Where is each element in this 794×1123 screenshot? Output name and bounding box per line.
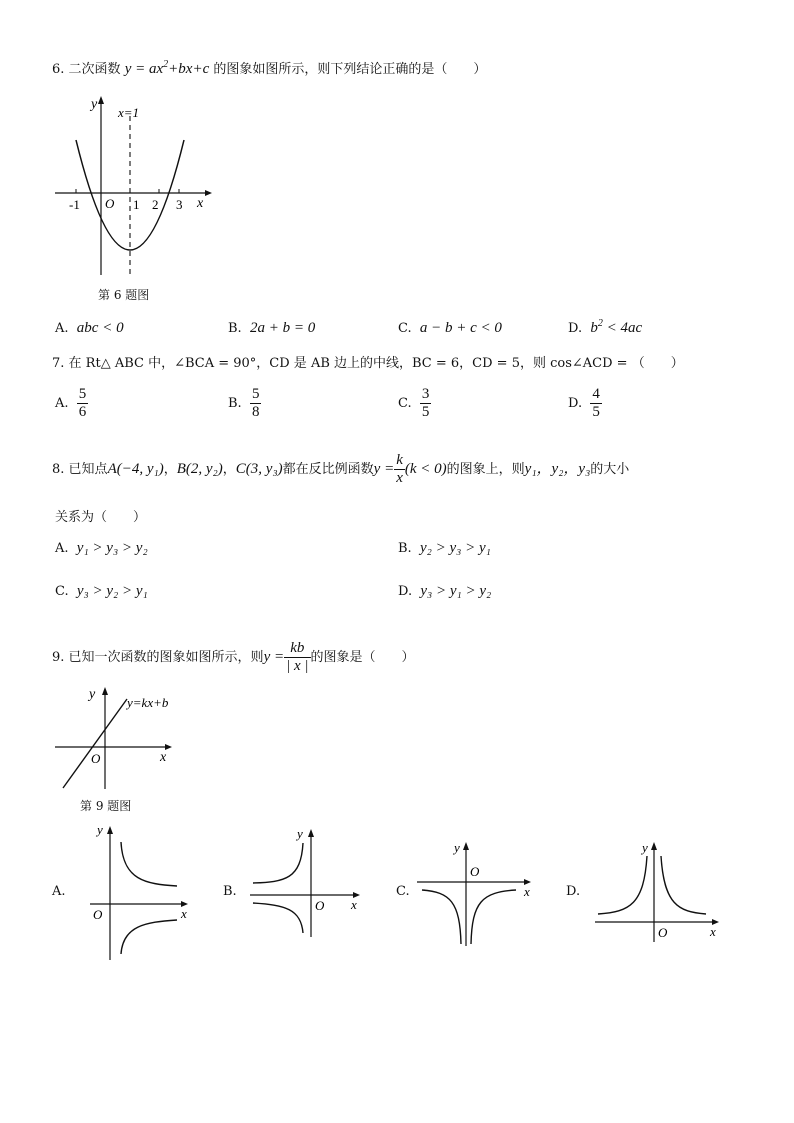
q7-text: 在 Rt△ ABC 中，∠BCA = 90°，CD 是 AB 边上的中线，BC = 6，CD = 5，则 cos∠ACD = （ ） bbox=[68, 356, 684, 371]
q8-point-b: B(2, y₂) bbox=[176, 461, 223, 477]
svg-text:y: y bbox=[642, 840, 648, 855]
q7-option-b: B. $\frac{5}{8}$ bbox=[228, 386, 260, 420]
q9-choice-b-graph bbox=[245, 825, 365, 940]
svg-text:O: O bbox=[658, 925, 668, 940]
q9-choice-a-graph bbox=[85, 822, 195, 964]
q9-choice-d-graph bbox=[592, 838, 727, 946]
q6-stem-post: 的图象如图所示，则下列结论正确的是（ ） bbox=[213, 62, 487, 77]
q6-option-b: B. 2a + b = 0 bbox=[228, 320, 316, 336]
q9-number: 9. bbox=[52, 650, 65, 665]
q9-choice-c-graph bbox=[414, 838, 539, 950]
q8-point-a: A(−4, y₁) bbox=[107, 461, 164, 477]
q9-axis-x-label: x bbox=[160, 750, 167, 765]
q9-choice-a-label: A. bbox=[52, 884, 66, 899]
svg-text:x: x bbox=[351, 897, 357, 912]
q9-origin-label: O bbox=[91, 751, 101, 766]
q6-number: 6. bbox=[52, 62, 65, 77]
q9-line-graph bbox=[55, 685, 200, 795]
q6-tick-label: -1 bbox=[69, 197, 80, 212]
q7-option-a: A. $\frac{5}{6}$ bbox=[55, 386, 87, 420]
svg-text:y: y bbox=[97, 822, 103, 837]
svg-text:O: O bbox=[470, 864, 480, 879]
q6-tick-label: 3 bbox=[176, 197, 183, 212]
q8-stem-line2: 关系为（ ） bbox=[55, 510, 147, 525]
q6-option-d: D. $b^2 < 4ac$ bbox=[568, 318, 643, 336]
q6-option-a: A. abc < 0 bbox=[55, 320, 124, 336]
q8-option-b: B. y₂ > y₃ > y₁ bbox=[398, 540, 491, 556]
q7-number: 7. bbox=[52, 356, 65, 371]
q9-choice-c-label: C. bbox=[396, 884, 410, 899]
svg-text:x: x bbox=[181, 906, 187, 921]
svg-text:O: O bbox=[93, 907, 103, 922]
svg-text:y: y bbox=[454, 840, 460, 855]
q6-symmetry-label: x=1 bbox=[118, 105, 140, 120]
q6-axis-y-label: y bbox=[91, 97, 98, 112]
q6-tick-label: 2 bbox=[152, 197, 159, 212]
q6-tick-label: 1 bbox=[133, 197, 140, 212]
q9-line-label: y=kx+b bbox=[127, 695, 169, 710]
q6-caption: 第 6 题图 bbox=[98, 288, 150, 302]
q6-option-c: C. a − b + c < 0 bbox=[398, 320, 502, 336]
q6-stem-pre: 二次函数 bbox=[68, 62, 121, 77]
q6-function: $y = ax^2+bx+c$ bbox=[124, 59, 210, 77]
q8-number: 8. bbox=[52, 462, 65, 477]
q7-option-c: C. $\frac{3}{5}$ bbox=[398, 386, 430, 420]
q6-stem bbox=[52, 58, 486, 78]
q9-choice-d-label: D. bbox=[566, 884, 581, 899]
q6-origin-label: O bbox=[105, 196, 115, 211]
svg-text:O: O bbox=[315, 898, 325, 913]
svg-text:y: y bbox=[297, 826, 303, 841]
q7-stem bbox=[52, 352, 684, 371]
q9-caption: 第 9 题图 bbox=[80, 799, 132, 813]
q8-stem: 8. 已知点A(−4, y₁)，B(2, y₂)，C(3, y₃)都在反比例函数y = $\frac{k}{x}$ (k < 0)的图象上，则y₁，y₂，y₃的大小 bbox=[52, 452, 630, 486]
svg-text:x: x bbox=[524, 884, 530, 899]
q8-option-c: C. y₃ > y₂ > y₁ bbox=[55, 583, 148, 599]
q6-axis-x-label: x bbox=[197, 196, 204, 211]
q6-parabola-graph bbox=[55, 92, 220, 282]
q9-axis-y-label: y bbox=[89, 687, 96, 702]
q8-option-a: A. y₁ > y₃ > y₂ bbox=[55, 540, 148, 556]
q9-choice-b-label: B. bbox=[223, 884, 237, 899]
q8-option-d: D. y₃ > y₁ > y₂ bbox=[398, 583, 492, 599]
q7-option-d: D. $\frac{4}{5}$ bbox=[568, 386, 600, 420]
svg-text:x: x bbox=[710, 924, 716, 939]
q8-point-c: C(3, y₃) bbox=[235, 461, 283, 477]
q9-stem: 9. 已知一次函数的图象如图所示，则y = $\frac{kb}{| x |}$ 的图象是（ ） bbox=[52, 640, 415, 674]
